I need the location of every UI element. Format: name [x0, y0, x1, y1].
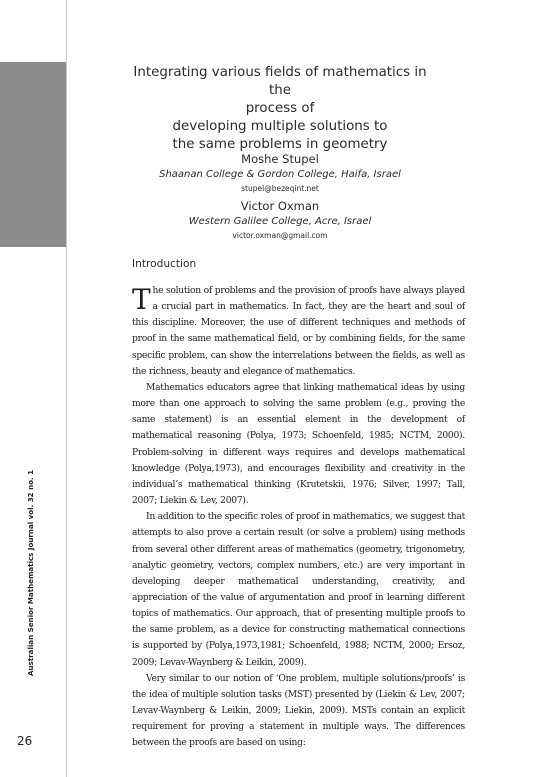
paragraph-text: he solution of problems and the provision of proofs have always played a crucial part in mathematics. In fact, they are the heart and soul of this discipline. Moreover, the use of different techniques and methods of proof in the same mathematical field, or by combining fields, for the same specific problem, can show the interrelations between the fields, as well as the richness, beauty and elegance of mathematics. — [132, 286, 465, 377]
title-line: Integrating various fields of mathematics in the — [133, 65, 427, 98]
author-1 — [130, 152, 430, 195]
paragraph: In addition to the specific roles of proof in mathematics, we suggest that attempts to also prove a certain result (or solve a problem) using methods from several other different areas of mathematics (geometry, trigonometry, analytic geometry, vectors, complex numbers, etc.) are very important in developing deeper mathematical understanding, creativity, and appreciation of the value of argumentation and proof in learning different topics of mathematics. Our approach, that of presenting multiple proofs to the same problem, as a device for constructing mathematical connections is supported by (Polya,1973,1981; Schoenfeld, 1988; NCTM, 2000; Ersoz, 2009; Levav-Waynberg & Leikin, 2009). — [132, 512, 465, 668]
author-affiliation: Western Galilee College, Acre, Israel — [188, 216, 372, 227]
title-line: process of — [245, 101, 315, 116]
margin-rule — [66, 0, 67, 777]
author-name: Moshe Stupel — [241, 152, 319, 166]
page-number: 26 — [17, 734, 33, 748]
paragraph — [132, 283, 465, 380]
paragraph: Mathematics educators agree that linking mathematical ideas by using more than one approach to solving the same problem (e.g., proving the same statement) is an essential element in the development of mathematical reasoning (Polya, 1973; Schoenfeld, 1985; NCTM, 2000). Problem-solving in different ways requires and develops mathematical knowledge (Polya,1973), and encourages flexibility and creativity in the individual’s mathematical thinking (Krutetskii, 1976; Silver, 1997; Tall, 2007; Liekin & Lev, 2007). — [132, 382, 465, 507]
section-heading-introduction: Introduction — [132, 258, 197, 270]
author-email[interactable]: victor.oxman@gmail.com — [232, 231, 328, 240]
journal-running-head: Australian Senior Mathematics Journal vol. 32 no. 1 — [26, 469, 35, 676]
introduction-body — [132, 283, 465, 752]
author-name: Victor Oxman — [240, 199, 320, 213]
drop-cap: T — [132, 283, 151, 316]
author-2 — [130, 199, 430, 242]
paragraph: Very similar to our notion of ‘One problem, multiple solutions/proofs’ is the idea of multiple solution tasks (MST) presented by (Liekin & Lev, 2007; Levav-Waynberg & Leikin, 2009; Liekin, 2009). MSTs contain an explicit requirement for proving a statement in multiple ways. The differences between the proofs are based on using: — [132, 673, 465, 749]
article-title — [130, 64, 430, 154]
title-line: developing multiple solutions to — [172, 119, 388, 134]
title-line: the same problems in geometry — [172, 137, 388, 152]
author-email[interactable]: stupel@bezeqint.net — [241, 184, 319, 193]
author-affiliation: Shaanan College & Gordon College, Haifa, Israel — [159, 169, 401, 180]
margin-gray-block — [0, 62, 66, 247]
